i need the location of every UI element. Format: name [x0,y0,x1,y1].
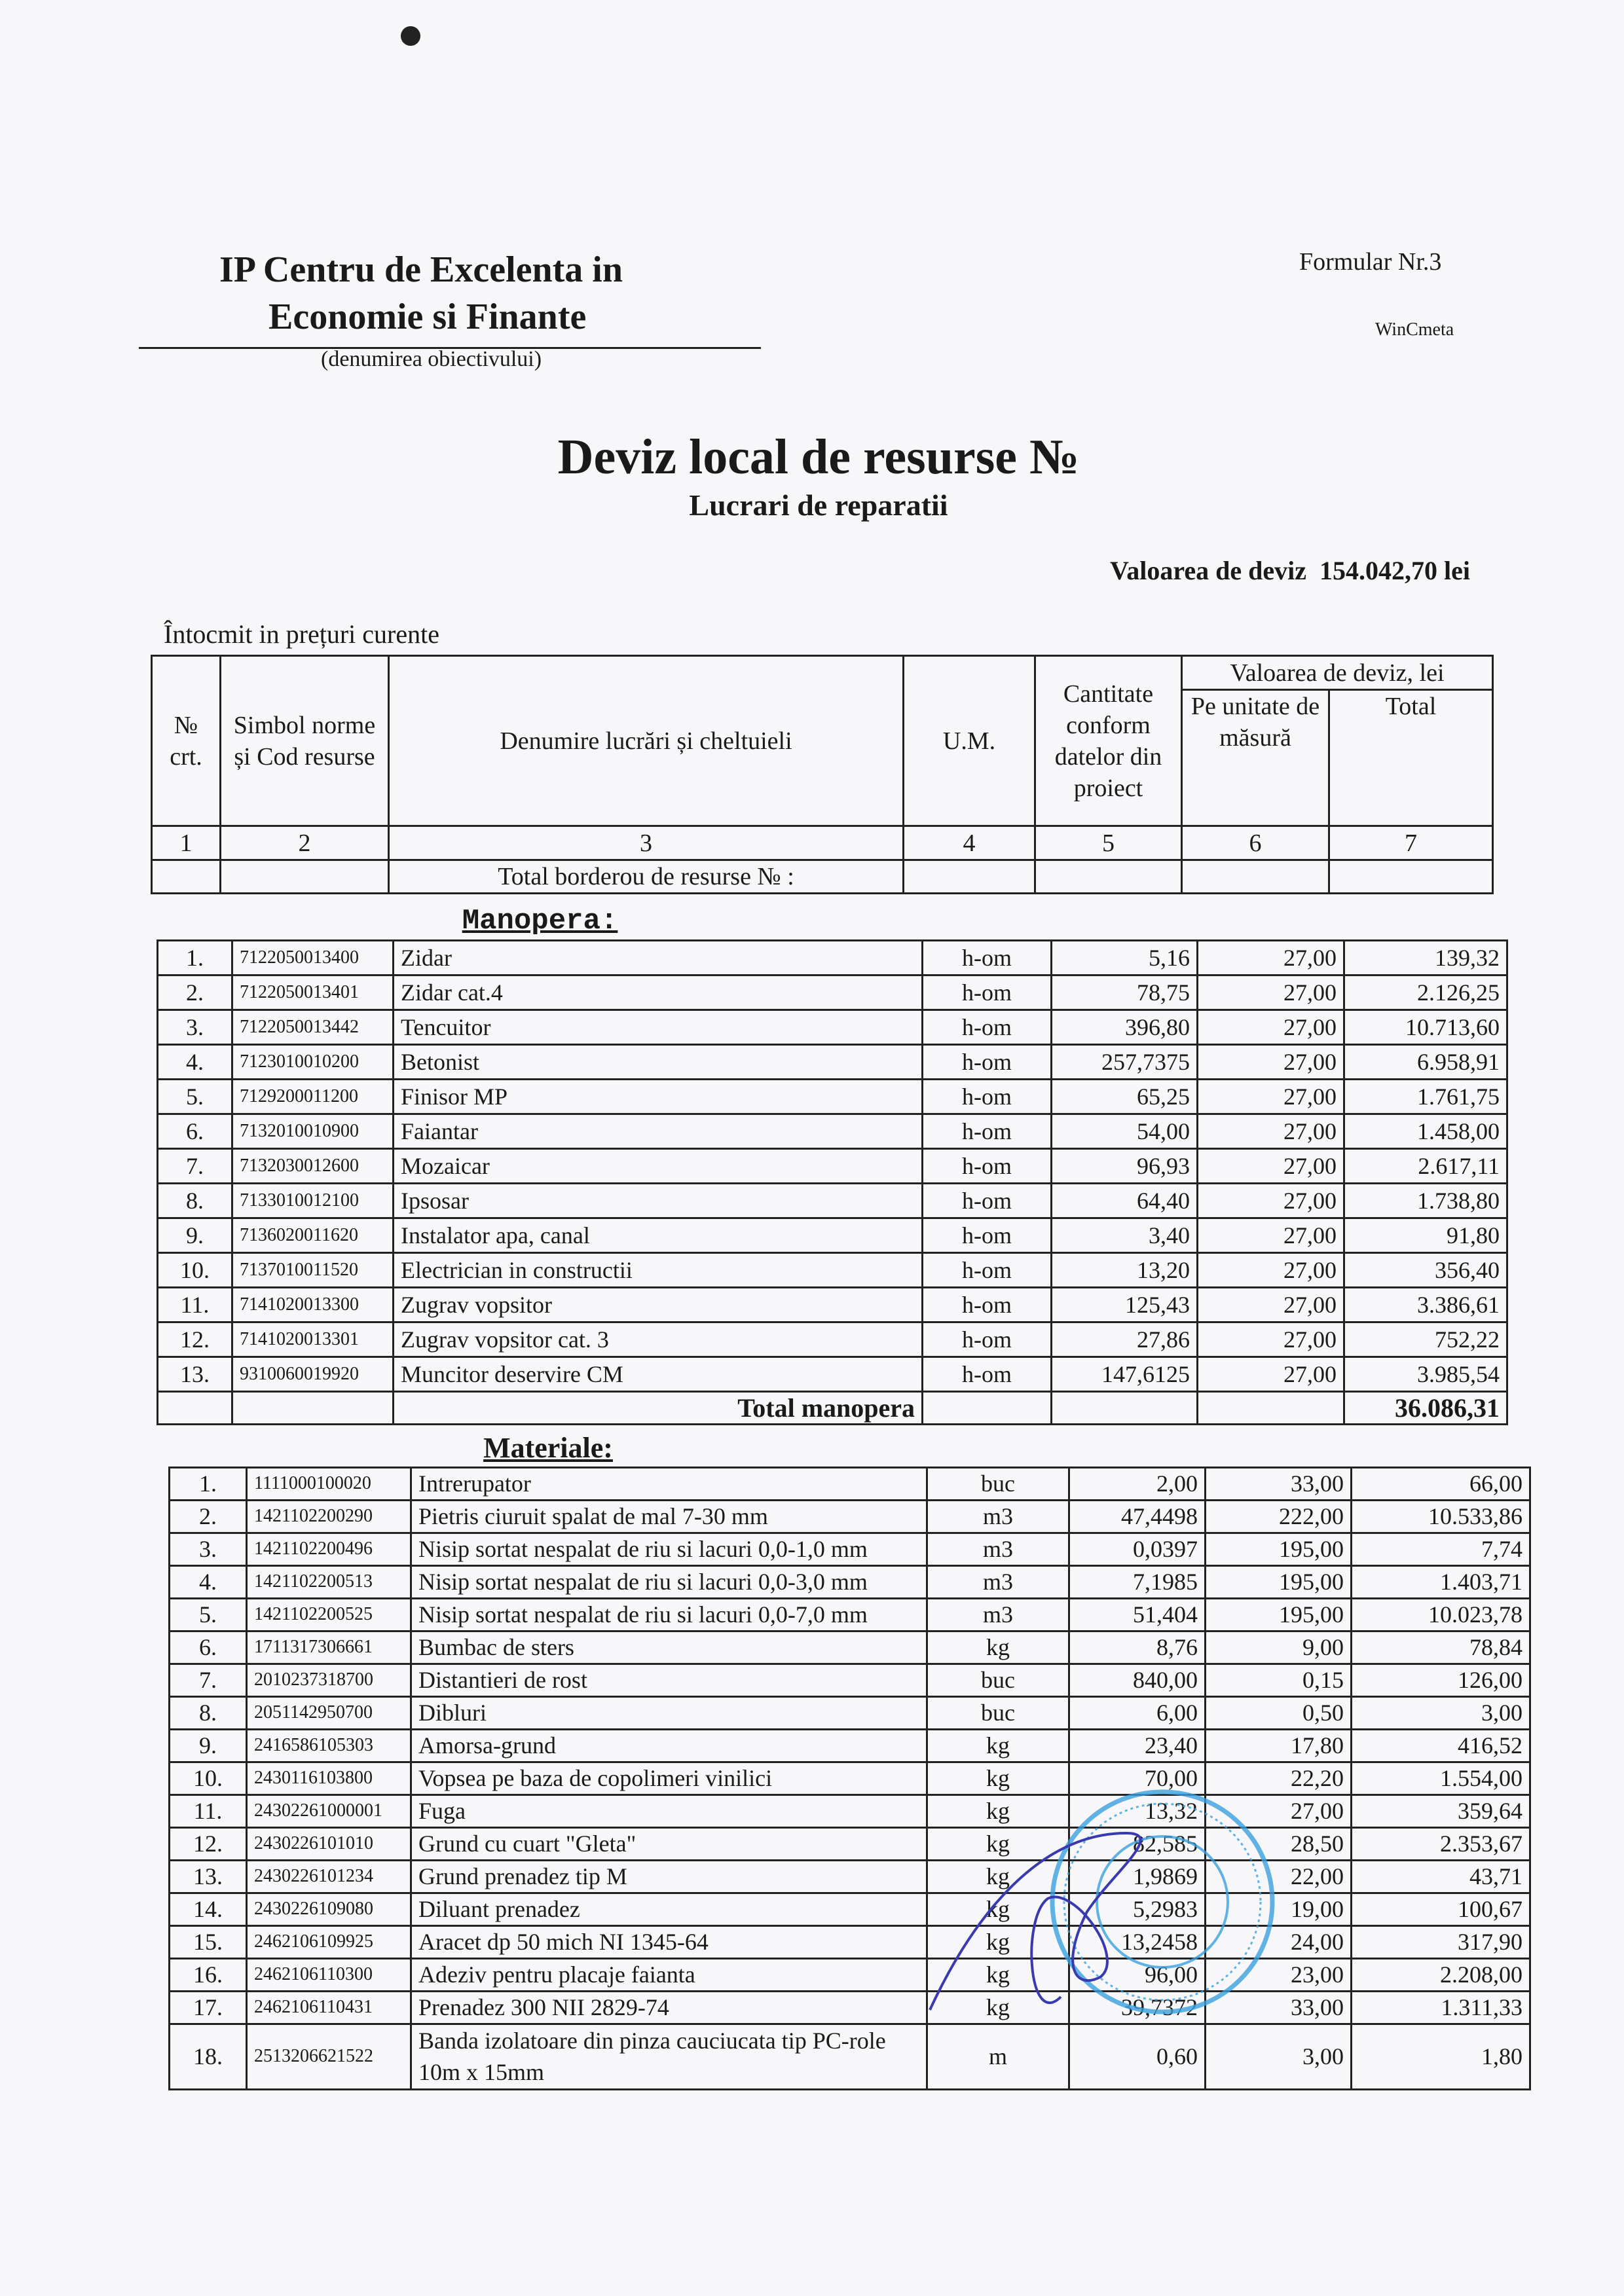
col-um: U.M. [904,656,1035,826]
col-total: Total [1329,690,1493,826]
row-number: 3. [170,1533,247,1565]
empty-cell [927,1429,1530,1467]
quantity: 396,80 [1052,1010,1198,1044]
resource-code: 7123010010200 [232,1044,394,1079]
unit: h-om [923,1183,1052,1218]
table-row [158,975,1507,1010]
table-row [158,1357,1507,1391]
quantity: 54,00 [1052,1114,1198,1148]
empty-cell [1035,860,1182,894]
unit: kg [927,1631,1069,1664]
row-number: 5. [170,1598,247,1631]
table-row [158,1010,1507,1044]
resource-name: Nisip sortat nespalat de riu si lacuri 0,0-1,0 mm [411,1533,927,1565]
row-total: 139,32 [1344,940,1507,975]
row-number: 11. [158,1287,232,1322]
manopera-section-title: Manopera: [158,903,923,940]
row-number: 2. [158,975,232,1010]
unit: buc [927,1696,1069,1729]
table-row [170,1565,1530,1598]
resource-name: Nisip sortat nespalat de riu si lacuri 0,0-3,0 mm [411,1565,927,1598]
column-number: 2 [221,826,389,860]
resource-name: Aracet dp 50 mich NI 1345-64 [411,1925,927,1958]
row-total: 3.985,54 [1344,1357,1507,1391]
quantity: 3,40 [1052,1218,1198,1252]
quantity: 5,2983 [1069,1893,1206,1925]
row-total: 10.533,86 [1352,1500,1530,1533]
row-total: 1.738,80 [1344,1183,1507,1218]
unit: h-om [923,1010,1052,1044]
quantity: 125,43 [1052,1287,1198,1322]
row-number: 17. [170,1991,247,2024]
resource-name: Ipsosar [394,1183,923,1218]
unit: h-om [923,1114,1052,1148]
resource-name: Fuga [411,1795,927,1827]
row-total: 126,00 [1352,1664,1530,1696]
unit-price: 0,15 [1206,1664,1352,1696]
row-number: 8. [158,1183,232,1218]
org-name-line1: IP Centru de Excelenta in [219,249,623,290]
row-number: 5. [158,1079,232,1114]
row-number: 12. [158,1322,232,1357]
resource-code: 1421102200290 [247,1500,411,1533]
resource-code: 2462106109925 [247,1925,411,1958]
prices-note: Întocmit in prețuri curente [164,619,439,649]
unit: kg [927,1925,1069,1958]
empty-cell [904,860,1035,894]
row-total: 1,80 [1352,2024,1530,2089]
row-total: 10.713,60 [1344,1010,1507,1044]
resource-code: 7141020013301 [232,1322,394,1357]
row-number: 7. [170,1664,247,1696]
punch-hole [401,26,420,46]
resource-code: 7141020013300 [232,1287,394,1322]
row-number: 9. [158,1218,232,1252]
table-row [170,1533,1530,1565]
unit-price: 19,00 [1206,1893,1352,1925]
quantity: 147,6125 [1052,1357,1198,1391]
resource-code: 2430116103800 [247,1762,411,1795]
empty-cell [152,860,221,894]
column-number: 6 [1182,826,1329,860]
unit-price: 27,00 [1198,1183,1344,1218]
resource-name: Betonist [394,1044,923,1079]
empty-cell [923,1391,1052,1424]
resource-code: 7122050013401 [232,975,394,1010]
table-row [158,1148,1507,1183]
table-row [158,1218,1507,1252]
unit: h-om [923,940,1052,975]
quantity: 64,40 [1052,1183,1198,1218]
unit: buc [927,1664,1069,1696]
table-row [158,1322,1507,1357]
resource-code: 2430226101234 [247,1860,411,1893]
table-row [158,1079,1507,1114]
unit-price: 24,00 [1206,1925,1352,1958]
unit: m3 [927,1565,1069,1598]
resource-code: 2513206621522 [247,2024,411,2089]
col-cantitate: Cantitate conform datelor din proiect [1035,656,1182,826]
quantity: 257,7375 [1052,1044,1198,1079]
unit: kg [927,1860,1069,1893]
materiale-section-title: Materiale: [170,1429,927,1467]
row-number: 8. [170,1696,247,1729]
resource-name: Adeziv pentru placaje faianta [411,1958,927,1991]
column-number: 1 [152,826,221,860]
row-number: 2. [170,1500,247,1533]
unit-price: 195,00 [1206,1598,1352,1631]
row-total: 752,22 [1344,1322,1507,1357]
table-row [170,1467,1530,1500]
quantity: 47,4498 [1069,1500,1206,1533]
unit: m3 [927,1598,1069,1631]
manopera-table [157,903,1508,1425]
unit-price: 27,00 [1198,1218,1344,1252]
resource-name: Intrerupator [411,1467,927,1500]
unit: kg [927,1762,1069,1795]
document-subtitle: Lucrari de reparatii [689,488,948,522]
unit: h-om [923,1322,1052,1357]
row-number: 16. [170,1958,247,1991]
quantity: 13,32 [1069,1795,1206,1827]
resource-code: 1711317306661 [247,1631,411,1664]
row-total: 1.761,75 [1344,1079,1507,1114]
empty-cell [1182,860,1329,894]
unit-price: 195,00 [1206,1565,1352,1598]
resource-code: 7136020011620 [232,1218,394,1252]
row-total: 1.311,33 [1352,1991,1530,2024]
resource-code: 7122050013400 [232,940,394,975]
quantity: 8,76 [1069,1631,1206,1664]
org-name-line2: Economie si Finante [268,297,587,337]
row-total: 317,90 [1352,1925,1530,1958]
row-number: 3. [158,1010,232,1044]
unit-price: 27,00 [1198,1010,1344,1044]
resource-name: Grund prenadez tip M [411,1860,927,1893]
unit-price: 195,00 [1206,1533,1352,1565]
unit: kg [927,1991,1069,2024]
row-total: 416,52 [1352,1729,1530,1762]
unit-price: 17,80 [1206,1729,1352,1762]
row-number: 7. [158,1148,232,1183]
unit: kg [927,1827,1069,1860]
unit-price: 27,00 [1198,1114,1344,1148]
resource-code: 2462106110431 [247,1991,411,2024]
resource-code: 24302261000001 [247,1795,411,1827]
row-total: 66,00 [1352,1467,1530,1500]
column-number: 4 [904,826,1035,860]
unit: h-om [923,1148,1052,1183]
total-borderou: Total borderou de resurse № : [389,860,904,894]
unit-price: 22,00 [1206,1860,1352,1893]
row-number: 14. [170,1893,247,1925]
quantity: 96,93 [1052,1148,1198,1183]
resource-code: 7137010011520 [232,1252,394,1287]
column-numbers-row [152,826,1493,860]
document-title: Deviz local de resurse № [557,429,1080,484]
quantity: 23,40 [1069,1729,1206,1762]
row-number: 4. [170,1565,247,1598]
unit: h-om [923,1287,1052,1322]
unit: h-om [923,1357,1052,1391]
table-row [158,1044,1507,1079]
table-row [158,1183,1507,1218]
row-number: 13. [170,1860,247,1893]
unit-price: 27,00 [1198,1322,1344,1357]
empty-cell [923,903,1507,940]
quantity: 51,404 [1069,1598,1206,1631]
unit-price: 22,20 [1206,1762,1352,1795]
table-row [170,1664,1530,1696]
quantity: 840,00 [1069,1664,1206,1696]
row-total: 359,64 [1352,1795,1530,1827]
resource-name: Vopsea pe baza de copolimeri vinilici [411,1762,927,1795]
table-row [170,1631,1530,1664]
unit-price: 9,00 [1206,1631,1352,1664]
resource-code: 2430226101010 [247,1827,411,1860]
unit: kg [927,1958,1069,1991]
row-number: 4. [158,1044,232,1079]
total-manopera-row [158,1391,1507,1424]
quantity: 82,585 [1069,1827,1206,1860]
resource-name: Instalator apa, canal [394,1218,923,1252]
resource-code: 2430226109080 [247,1893,411,1925]
table-row [158,1287,1507,1322]
quantity: 6,00 [1069,1696,1206,1729]
unit-price: 27,00 [1198,1079,1344,1114]
row-total: 43,71 [1352,1860,1530,1893]
software-label: WinCmeta [1375,319,1454,340]
unit-price: 33,00 [1206,1991,1352,2024]
total-value-amount: 154.042,70 lei [1320,556,1470,585]
quantity: 0,0397 [1069,1533,1206,1565]
form-number: Formular Nr.3 [1299,248,1442,276]
row-total: 3.386,61 [1344,1287,1507,1322]
quantity: 13,2458 [1069,1925,1206,1958]
row-total: 2.353,67 [1352,1827,1530,1860]
row-number: 6. [170,1631,247,1664]
row-number: 6. [158,1114,232,1148]
unit-price: 3,00 [1206,2024,1352,2089]
col-denumire: Denumire lucrări și cheltuieli [389,656,904,826]
empty-cell [221,860,389,894]
empty-cell [158,1391,232,1424]
row-number: 11. [170,1795,247,1827]
unit-price: 28,50 [1206,1827,1352,1860]
row-total: 1.458,00 [1344,1114,1507,1148]
resource-code: 2051142950700 [247,1696,411,1729]
resource-code: 7129200011200 [232,1079,394,1114]
row-number: 9. [170,1729,247,1762]
org-caption: (denumirea obiectivului) [321,347,542,371]
row-total: 2.208,00 [1352,1958,1530,1991]
resource-name: Bumbac de sters [411,1631,927,1664]
quantity: 5,16 [1052,940,1198,975]
resource-name: Amorsa-grund [411,1729,927,1762]
unit-price: 27,00 [1198,940,1344,975]
quantity: 2,00 [1069,1467,1206,1500]
quantity: 27,86 [1052,1322,1198,1357]
empty-cell [1198,1391,1344,1424]
unit-price: 27,00 [1198,975,1344,1010]
unit: kg [927,1729,1069,1762]
unit-price: 33,00 [1206,1467,1352,1500]
resource-code: 2010237318700 [247,1664,411,1696]
quantity: 70,00 [1069,1762,1206,1795]
table-row [170,1729,1530,1762]
total-value [1110,555,1470,586]
resource-code: 7132010010900 [232,1114,394,1148]
resource-code: 2416586105303 [247,1729,411,1762]
row-total: 1.554,00 [1352,1762,1530,1795]
row-total: 356,40 [1344,1252,1507,1287]
quantity: 1,9869 [1069,1860,1206,1893]
resource-name: Grund cu cuart "Gleta" [411,1827,927,1860]
resource-name: Dibluri [411,1696,927,1729]
row-total: 100,67 [1352,1893,1530,1925]
table-row [170,1696,1530,1729]
signature [720,1794,1179,2056]
table-row [158,1114,1507,1148]
quantity: 39,7372 [1069,1991,1206,2024]
empty-cell [232,1391,394,1424]
resource-code: 1421102200513 [247,1565,411,1598]
resource-name: Pietris ciuruit spalat de mal 7-30 mm [411,1500,927,1533]
row-number: 15. [170,1925,247,1958]
quantity: 7,1985 [1069,1565,1206,1598]
resource-code: 1111000100020 [247,1467,411,1500]
unit: h-om [923,975,1052,1010]
resource-name: Mozaicar [394,1148,923,1183]
col-pe-unitate: Pe unitate de măsură [1182,690,1329,826]
unit: h-om [923,1218,1052,1252]
quantity: 96,00 [1069,1958,1206,1991]
unit-price: 27,00 [1198,1044,1344,1079]
row-total: 1.403,71 [1352,1565,1530,1598]
resource-name: Nisip sortat nespalat de riu si lacuri 0,0-7,0 mm [411,1598,927,1631]
unit-price: 27,00 [1198,1357,1344,1391]
resource-name: Zugrav vopsitor [394,1287,923,1322]
resource-name: Electrician in constructii [394,1252,923,1287]
unit-price: 27,00 [1206,1795,1352,1827]
quantity: 78,75 [1052,975,1198,1010]
quantity: 0,60 [1069,2024,1206,2089]
col-nr: № crt. [152,656,221,826]
table-row [158,940,1507,975]
unit-price: 23,00 [1206,1958,1352,1991]
row-number: 10. [170,1762,247,1795]
row-number: 1. [170,1467,247,1500]
total-manopera-label: Total manopera [394,1391,923,1424]
unit: h-om [923,1044,1052,1079]
unit-price: 27,00 [1198,1252,1344,1287]
resource-name: Diluant prenadez [411,1893,927,1925]
total-manopera-value: 36.086,31 [1344,1391,1507,1424]
unit-price: 27,00 [1198,1148,1344,1183]
resource-name: Muncitor deservire CM [394,1357,923,1391]
quantity: 65,25 [1052,1079,1198,1114]
quantity: 13,20 [1052,1252,1198,1287]
unit: m3 [927,1500,1069,1533]
unit-price: 222,00 [1206,1500,1352,1533]
resource-name: Distantieri de rost [411,1664,927,1696]
row-total: 2.617,11 [1344,1148,1507,1183]
resource-code: 1421102200525 [247,1598,411,1631]
row-total: 91,80 [1344,1218,1507,1252]
row-number: 12. [170,1827,247,1860]
unit: kg [927,1795,1069,1827]
table-row [170,1500,1530,1533]
row-total: 6.958,91 [1344,1044,1507,1079]
unit: m3 [927,1533,1069,1565]
row-total: 2.126,25 [1344,975,1507,1010]
header-table [151,655,1494,894]
row-total: 10.023,78 [1352,1598,1530,1631]
table-row [170,1762,1530,1795]
column-number: 3 [389,826,904,860]
unit-price: 27,00 [1198,1287,1344,1322]
unit: m [927,2024,1069,2089]
unit: h-om [923,1079,1052,1114]
row-total: 3,00 [1352,1696,1530,1729]
row-total: 7,74 [1352,1533,1530,1565]
row-number: 1. [158,940,232,975]
row-total: 78,84 [1352,1631,1530,1664]
column-number: 5 [1035,826,1182,860]
table-row [170,1598,1530,1631]
total-value-label: Valoarea de deviz [1110,556,1307,585]
resource-code: 7132030012600 [232,1148,394,1183]
resource-name: Finisor MP [394,1079,923,1114]
unit: h-om [923,1252,1052,1287]
empty-cell [1329,860,1493,894]
resource-code: 9310060019920 [232,1357,394,1391]
empty-cell [1052,1391,1198,1424]
resource-name: Tencuitor [394,1010,923,1044]
col-simbol: Simbol norme și Cod resurse [221,656,389,826]
row-number: 10. [158,1252,232,1287]
unit: buc [927,1467,1069,1500]
resource-name: Zidar [394,940,923,975]
resource-name: Zugrav vopsitor cat. 3 [394,1322,923,1357]
unit: kg [927,1893,1069,1925]
table-row [158,1252,1507,1287]
resource-code: 7122050013442 [232,1010,394,1044]
row-number: 18. [170,2024,247,2089]
resource-code: 1421102200496 [247,1533,411,1565]
resource-name: Banda izolatoare din pinza cauciucata tip PC-role 10m x 15mm [411,2024,927,2089]
resource-code: 2462106110300 [247,1958,411,1991]
unit-price: 0,50 [1206,1696,1352,1729]
resource-code: 7133010012100 [232,1183,394,1218]
row-number: 13. [158,1357,232,1391]
resource-name: Faiantar [394,1114,923,1148]
column-number: 7 [1329,826,1493,860]
col-valoare-group: Valoarea de deviz, lei [1182,656,1493,690]
resource-name: Zidar cat.4 [394,975,923,1010]
resource-name: Prenadez 300 NII 2829-74 [411,1991,927,2024]
